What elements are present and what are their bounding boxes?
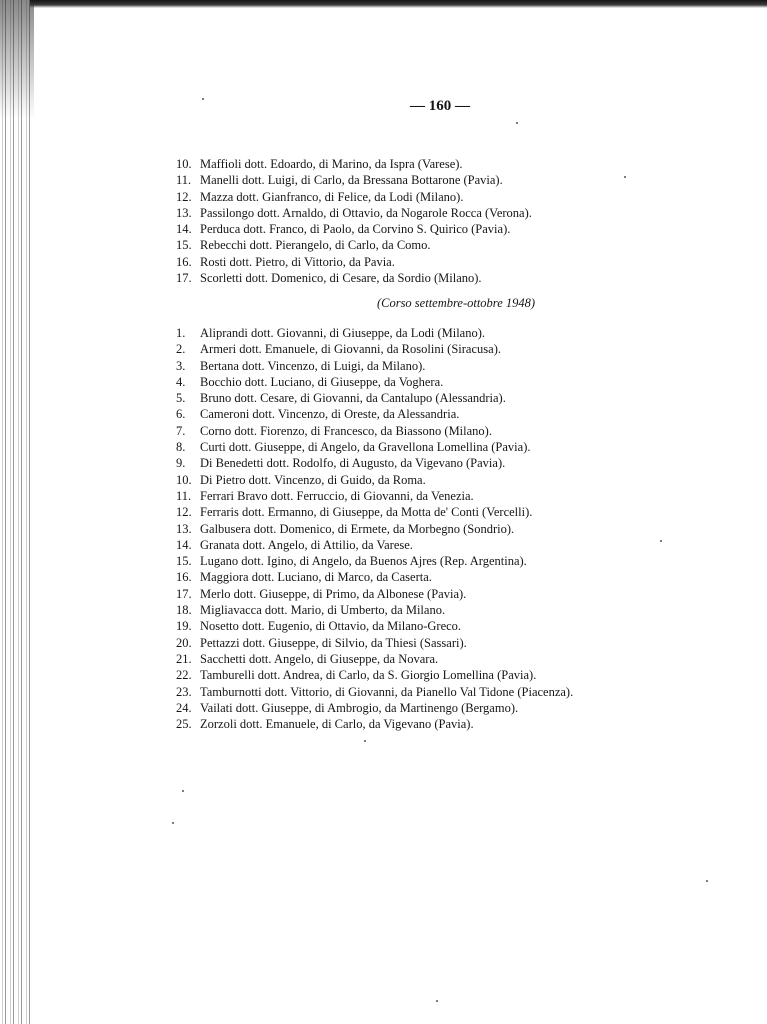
entry-number: 17. [176,271,192,286]
list-item [176,254,736,270]
entry-number: 6. [176,407,186,422]
entry-number: 15. [176,238,192,253]
entry-text: Galbusera dott. Domenico, di Ermete, da Morbegno (Sondrio). [200,521,515,536]
top-scan-edge [30,0,767,8]
scan-speck [624,176,626,178]
section-heading: (Corso settembre-ottobre 1948) [376,296,536,310]
entry-text: Aliprandi dott. Giovanni, di Giuseppe, da Lodi (Milano). [200,326,486,340]
entry-text: Migliavacca dott. Mario, di Umberto, da Milano. [200,603,446,618]
entry-text: Maffioli dott. Edoardo, di Marino, da Ispra (Varese). [200,157,463,171]
entry-number: 24. [176,700,192,715]
list-item [176,423,736,439]
entry-text: Tamburelli dott. Andrea, di Carlo, da S. Giorgio Lomellina (Pavia). [200,668,537,683]
list-item [176,504,736,520]
entry-text: Passilongo dott. Arnaldo, di Ottavio, da Nogarole Rocca (Verona). [200,205,532,220]
list-item [176,488,736,504]
entry-text: Corno dott. Fiorenzo, di Francesco, da Biassono (Milano). [200,423,492,438]
list-item [176,618,736,634]
entry-number: 16. [176,570,192,585]
entry-text: Lugano dott. Igino, di Angelo, da Buenos Ajres (Rep. Argentina). [200,554,527,569]
entry-number: 21. [176,651,192,666]
entry-text: Bruno dott. Cesare, di Giovanni, da Cantalupo (Alessandria). [200,391,506,406]
list-item [176,270,736,286]
entry-number: 13. [176,205,192,220]
entry-text: Di Pietro dott. Vincenzo, di Guido, da Roma. [200,472,426,487]
entry-number: 10. [176,472,192,487]
entry-text: Armeri dott. Emanuele, di Giovanni, da Rosolini (Siracusa). [200,342,501,357]
list-item [176,237,736,253]
entry-number: 23. [176,684,192,699]
list-item [176,667,736,683]
entry-number: 20. [176,635,192,650]
entry-number: 13. [176,521,192,536]
entry-text: Curti dott. Giuseppe, di Angelo, da Gravellona Lomellina (Pavia). [200,440,531,455]
entry-text: Bertana dott. Vincenzo, di Luigi, da Milano). [200,358,426,373]
entry-number: 3. [176,358,186,373]
list-item [176,189,736,205]
list-item [176,716,736,732]
entry-text: Bocchio dott. Luciano, di Giuseppe, da Voghera. [200,374,444,389]
scan-speck [516,122,518,124]
list-item [176,325,736,341]
entry-number: 14. [176,537,192,552]
entry-text: Mazza dott. Gianfranco, di Felice, da Lodi (Milano). [200,189,464,204]
list-item [176,569,736,585]
graduate-list-continued [176,156,736,286]
list-item [176,439,736,455]
list-item [176,472,736,488]
entry-text: Ferrari Bravo dott. Ferruccio, di Giovanni, da Venezia. [200,488,474,503]
entry-text: Rosti dott. Pietro, di Vittorio, da Pavia. [200,254,395,269]
entry-number: 8. [176,440,186,455]
entry-number: 18. [176,603,192,618]
entry-text: Rebecchi dott. Pierangelo, di Carlo, da Como. [200,238,431,253]
entry-text: Manelli dott. Luigi, di Carlo, da Bressana Bottarone (Pavia). [200,173,503,188]
list-item [176,221,736,237]
entry-number: 25. [176,717,192,732]
entry-text: Nosetto dott. Eugenio, di Ottavio, da Milano-Greco. [200,619,462,634]
list-item [176,455,736,471]
scan-speck [364,740,366,742]
list-item [176,341,736,357]
entry-number: 15. [176,554,192,569]
entry-number: 16. [176,254,192,269]
list-item [176,358,736,374]
list-item [176,205,736,221]
entry-number: 5. [176,391,186,406]
entry-number: 4. [176,374,186,389]
entry-text: Cameroni dott. Vincenzo, di Oreste, da Alessandria. [200,407,460,422]
list-item [176,651,736,667]
entry-number: 17. [176,586,192,601]
entry-number: 7. [176,423,186,438]
entry-number: 2. [176,342,186,357]
list-item [176,635,736,651]
list-item [176,553,736,569]
list-item [176,537,736,553]
book-binding-edge [0,0,30,1024]
scan-speck [172,822,174,824]
list-item [176,406,736,422]
entry-text: Maggiora dott. Luciano, di Marco, da Caserta. [200,570,432,585]
list-item [176,172,736,188]
list-item [176,684,736,700]
entry-number: 9. [176,456,186,471]
entry-number: 14. [176,222,192,237]
entry-number: 22. [176,668,192,683]
list-item [176,521,736,537]
list-item [176,374,736,390]
entry-text: Tamburnotti dott. Vittorio, di Giovanni, da Pianello Val Tidone (Piacenza). [200,684,574,699]
entry-text: Scorletti dott. Domenico, di Cesare, da Sordio (Milano). [200,271,482,286]
entry-number: 11. [176,173,192,188]
entry-text: Pettazzi dott. Giuseppe, di Silvio, da Thiesi (Sassari). [200,635,467,650]
entry-number: 1. [176,326,186,340]
entry-number: 11. [176,488,192,503]
scan-speck [436,1000,438,1002]
list-item [176,602,736,618]
entry-text: Sacchetti dott. Angelo, di Giuseppe, da Novara. [200,651,439,666]
entry-number: 12. [176,505,192,520]
page-number: — 160 — [410,98,470,114]
entry-text: Di Benedetti dott. Rodolfo, di Augusto, da Vigevano (Pavia). [200,456,506,471]
graduate-list-course-1948 [176,325,736,732]
entry-text: Zorzoli dott. Emanuele, di Carlo, da Vigevano (Pavia). [200,717,474,732]
list-item [176,156,736,172]
list-item [176,586,736,602]
entry-number: 10. [176,157,192,171]
entry-text: Vailati dott. Giuseppe, di Ambrogio, da Martinengo (Bergamo). [200,700,519,715]
binding-shadow [0,0,34,120]
entry-number: 19. [176,619,192,634]
entry-text: Granata dott. Angelo, di Attilio, da Varese. [200,537,413,552]
entry-text: Merlo dott. Giuseppe, di Primo, da Albonese (Pavia). [200,586,467,601]
entry-text: Ferraris dott. Ermanno, di Giuseppe, da Motta de' Conti (Vercelli). [200,505,533,520]
scan-speck [182,790,184,792]
scan-speck [202,98,204,100]
scan-speck [660,540,662,542]
entry-text: Perduca dott. Franco, di Paolo, da Corvino S. Quirico (Pavia). [200,222,511,237]
list-item [176,390,736,406]
list-item [176,700,736,716]
entry-number: 12. [176,189,192,204]
scan-speck [706,880,708,882]
